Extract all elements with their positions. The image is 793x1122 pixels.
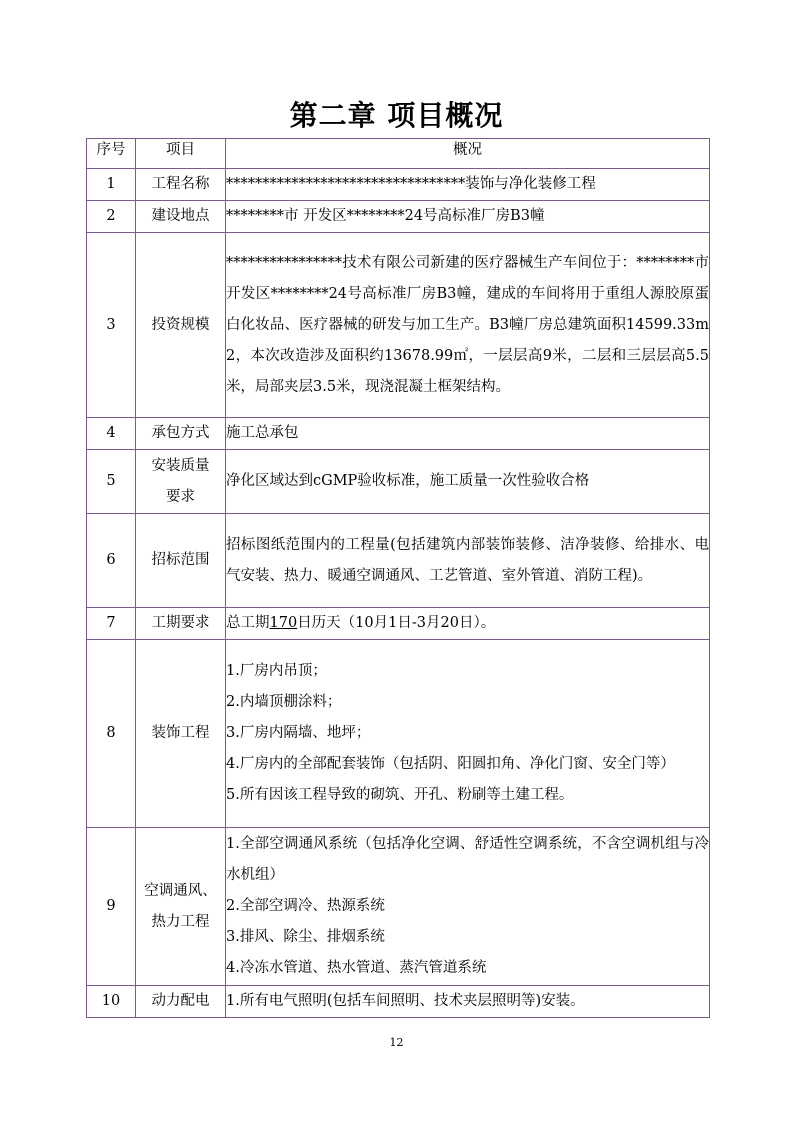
description-line: 招标图纸范围内的工程量(包括建筑内部装饰装修、洁净装修、给排水、电气安装、热力、暖通空调通风、工艺管道、室外管道、消防工程)。 — [226, 536, 709, 584]
row-item: 动力配电 — [136, 986, 226, 1018]
row-item-line: 空调通风、 — [144, 882, 217, 899]
header-item: 项目 — [136, 139, 226, 169]
description-line: ****************技术有限公司新建的医疗器械生产车间位于：********市 开发区********24号高标准厂房B3幢，建成的车间将用于重组人源胶原蛋白化妆品、医疗器械的研发与加工生产。B3幢厂房总建筑面积14599.33m2，本次改造涉及面积约13678.99㎡，一层层高9米，二层和三层层高5.5米，局部夹层3.5米，现浇混凝土框架结构。 — [226, 254, 709, 395]
table-row — [87, 640, 710, 828]
row-item: 装饰工程 — [136, 640, 226, 828]
row-description — [226, 640, 710, 828]
row-description — [226, 169, 710, 201]
row-item: 承包方式 — [136, 418, 226, 450]
duration-suffix: 日历天（10月1日-3月20日）。 — [297, 615, 496, 631]
row-number: 3 — [87, 233, 136, 418]
row-number: 2 — [87, 201, 136, 233]
description-line: *********************************装饰与净化装修工程 — [226, 176, 596, 192]
row-description — [226, 514, 710, 608]
description-line: 4.冷冻水管道、热水管道、蒸汽管道系统 — [226, 960, 487, 976]
row-number: 5 — [87, 450, 136, 514]
row-item: 招标范围 — [136, 514, 226, 608]
table-row — [87, 169, 710, 201]
table-header-row — [87, 139, 710, 169]
row-item — [136, 450, 226, 514]
table-row — [87, 514, 710, 608]
duration-days: 170 — [269, 615, 298, 631]
description-line: 4.厂房内的全部配套装饰（包括阴、阳圆扣角、净化门窗、安全门等） — [226, 756, 675, 772]
chapter-title: 第二章 项目概况 — [289, 99, 504, 132]
row-number: 1 — [87, 169, 136, 201]
row-item: 工程名称 — [136, 169, 226, 201]
table-row — [87, 418, 710, 450]
description-line: 3.厂房内隔墙、地坪； — [226, 725, 371, 741]
duration-prefix: 总工期 — [226, 615, 270, 631]
row-number: 7 — [87, 608, 136, 640]
row-description — [226, 608, 710, 640]
header-desc: 概况 — [226, 139, 710, 169]
row-item — [136, 828, 226, 986]
description-line: ********市 开发区********24号高标准厂房B3幢 — [226, 208, 545, 224]
table-row — [87, 233, 710, 418]
row-description — [226, 986, 710, 1018]
table-row — [87, 608, 710, 640]
row-number: 10 — [87, 986, 136, 1018]
description-line: 2.内墙顶棚涂料； — [226, 694, 342, 710]
row-number: 9 — [87, 828, 136, 986]
table-row — [87, 986, 710, 1018]
row-item: 投资规模 — [136, 233, 226, 418]
description-line: 5.所有因该工程导致的砌筑、开孔、粉刷等土建工程。 — [226, 787, 574, 803]
row-description — [226, 450, 710, 514]
table-row — [87, 828, 710, 986]
description-line: 1.全部空调通风系统（包括净化空调、舒适性空调系统，不含空调机组与冷水机组） — [226, 836, 709, 883]
description-line — [226, 608, 709, 639]
table-row — [87, 450, 710, 514]
project-overview-table — [86, 138, 710, 1018]
row-item-line: 热力工程 — [151, 913, 210, 930]
row-description — [226, 418, 710, 450]
row-description — [226, 201, 710, 233]
description-line: 3.排风、除尘、排烟系统 — [226, 929, 385, 945]
description-line: 施工总承包 — [226, 425, 299, 441]
description-line: 1.厂房内吊顶； — [226, 663, 327, 679]
row-description — [226, 233, 710, 418]
row-number: 6 — [87, 514, 136, 608]
row-item-line: 安装质量 — [151, 457, 210, 474]
row-item: 建设地点 — [136, 201, 226, 233]
description-line: 2.全部空调冷、热源系统 — [226, 898, 385, 914]
row-number: 4 — [87, 418, 136, 450]
row-description — [226, 828, 710, 986]
row-number: 8 — [87, 640, 136, 828]
row-item: 工期要求 — [136, 608, 226, 640]
page-number: 12 — [389, 1036, 404, 1049]
row-item-line: 要求 — [166, 488, 195, 505]
description-line: 1.所有电气照明(包括车间照明、技术夹层照明等)安装。 — [226, 993, 585, 1009]
table-row — [87, 201, 710, 233]
header-no: 序号 — [87, 139, 136, 169]
description-line: 净化区域达到cGMP验收标准，施工质量一次性验收合格 — [226, 473, 590, 489]
